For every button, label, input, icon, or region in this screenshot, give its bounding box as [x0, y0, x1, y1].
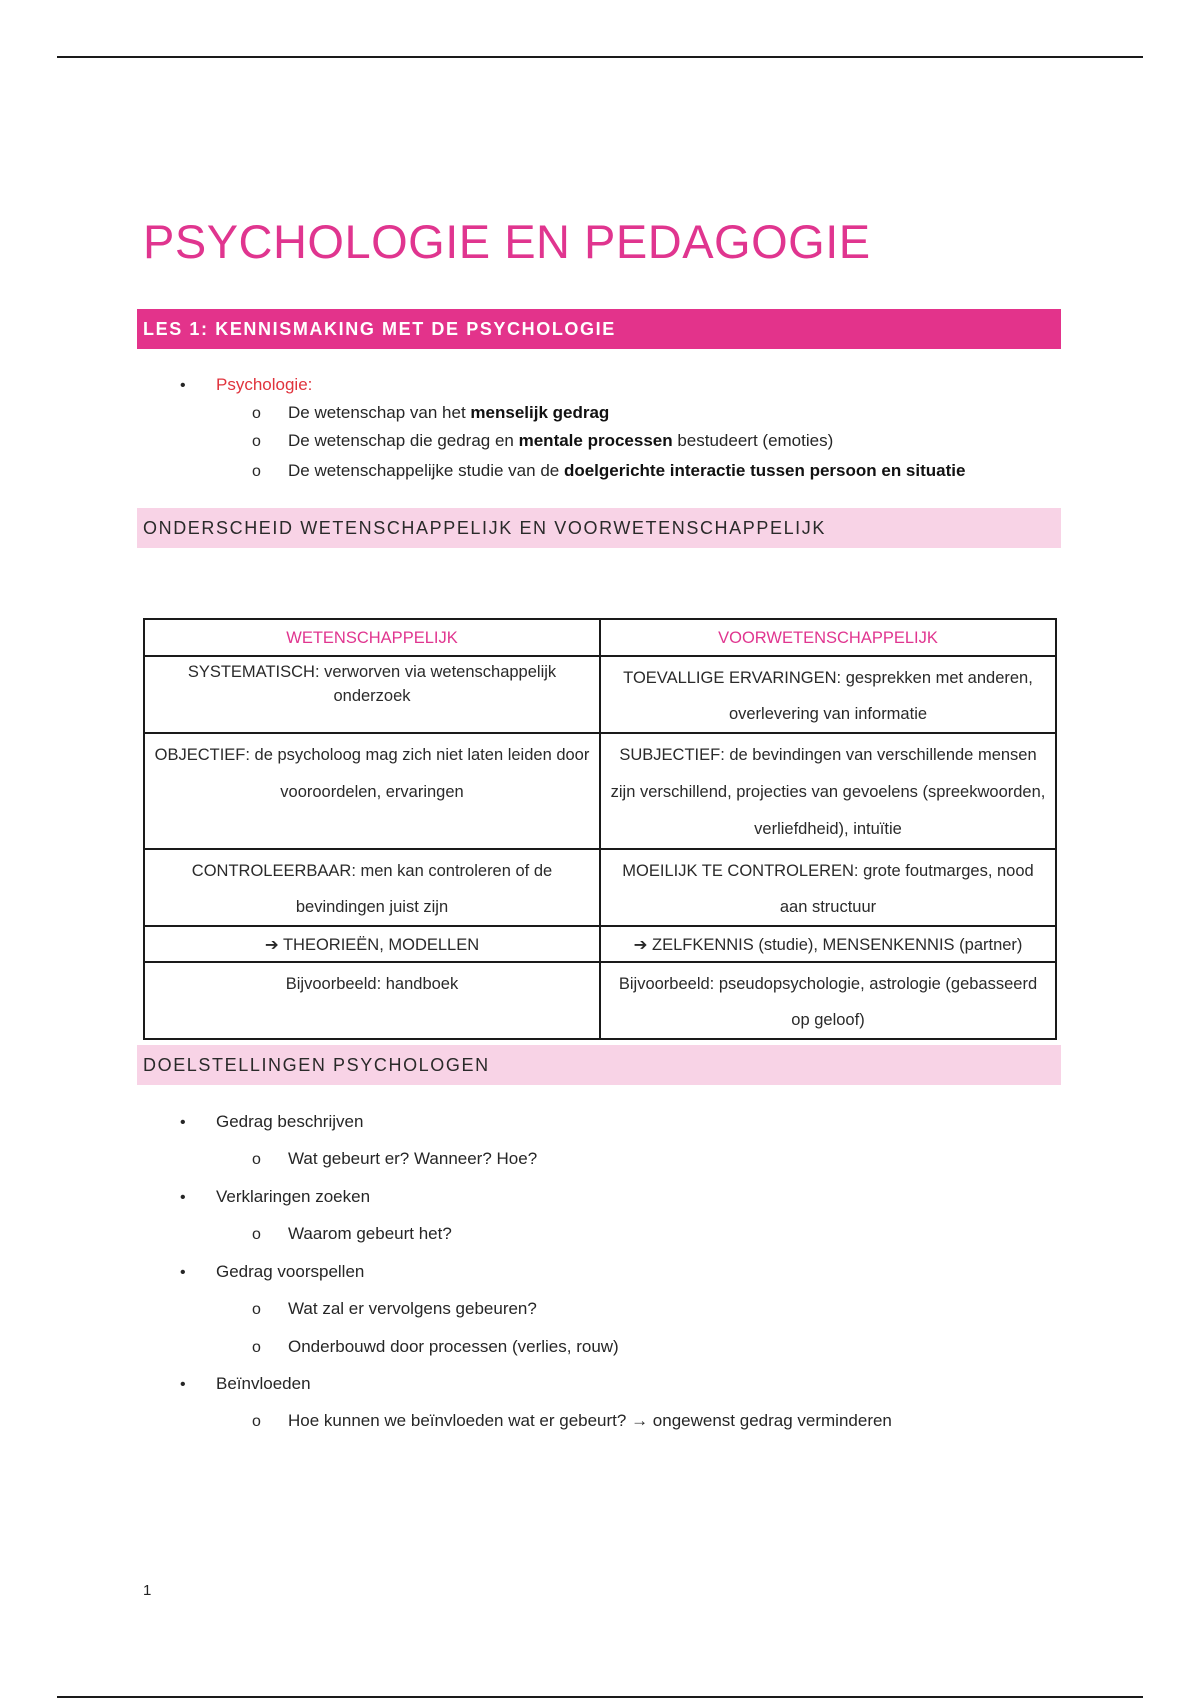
- bullet-icon: •: [180, 377, 186, 394]
- section-heading-doelstellingen: [137, 1045, 1061, 1085]
- arrow-icon: ➔: [264, 936, 279, 954]
- bullet-icon: •: [180, 1264, 186, 1281]
- top-rule: [57, 56, 1143, 58]
- list-item-goal: • Gedrag beschrijven: [180, 1111, 363, 1134]
- table-row: [144, 656, 1056, 733]
- table-cell: TOEVALLIGE ERVARINGEN: gesprekken met anderen, overlevering van informatie: [600, 656, 1056, 733]
- bullet-icon: •: [180, 1189, 186, 1206]
- list-item-sub: o Hoe kunnen we beïnvloeden wat er gebeurt? → ongewenst gedrag verminderen: [252, 1410, 892, 1433]
- list-item-sub: o Wat gebeurt er? Wanneer? Hoe?: [252, 1148, 537, 1171]
- list-item-goal: • Beïnvloeden: [180, 1373, 311, 1396]
- sub-bullet-icon: o: [252, 1151, 261, 1168]
- sub-bullet-icon: o: [252, 433, 261, 450]
- psychologie-label: Psychologie:: [216, 375, 313, 394]
- definition-item: o De wetenschappelijke studie van de doelgerichte interactie tussen persoon en situatie: [252, 460, 965, 483]
- list-item-psychologie: [180, 374, 312, 397]
- table-cell: Bijvoorbeeld: handboek: [144, 962, 600, 1039]
- table-cell: ➔ THEORIEËN, MODELLEN: [144, 926, 600, 962]
- definition-keyword: mentale processen: [518, 431, 673, 450]
- header-wetenschappelijk: WETENSCHAPPELIJK: [144, 619, 600, 656]
- sub-bullet-icon: o: [252, 1339, 261, 1356]
- table-cell: SYSTEMATISCH: verworven via wetenschappelijk onderzoek: [144, 656, 600, 733]
- list-item-sub: o Onderbouwd door processen (verlies, rouw): [252, 1336, 619, 1359]
- bullet-icon: •: [180, 1376, 186, 1393]
- sub-bullet-icon: o: [252, 463, 261, 480]
- arrow-icon: ➔: [633, 936, 648, 954]
- table-header-row: [144, 619, 1056, 656]
- definition-keyword: menselijk gedrag: [470, 403, 610, 422]
- definition-item: o De wetenschap van het menselijk gedrag: [252, 402, 609, 425]
- table-row: [144, 962, 1056, 1039]
- list-item-goal: • Gedrag voorspellen: [180, 1261, 364, 1284]
- bullet-icon: •: [180, 1114, 186, 1131]
- table-row: [144, 849, 1056, 926]
- section-heading-onderscheid: [137, 508, 1061, 548]
- list-item-sub: o Waarom gebeurt het?: [252, 1223, 452, 1246]
- sub-bullet-icon: o: [252, 405, 261, 422]
- table-cell: MOEILIJK TE CONTROLEREN: grote foutmarges, nood aan structuur: [600, 849, 1056, 926]
- bottom-rule: [57, 1696, 1143, 1698]
- table-row: [144, 926, 1056, 962]
- section-heading-les-1: [137, 309, 1061, 349]
- section-heading-text: DOELSTELLINGEN PSYCHOLOGEN: [143, 1054, 490, 1075]
- definition-item: o De wetenschap die gedrag en mentale processen bestudeert (emoties): [252, 430, 833, 453]
- list-item-sub: o Wat zal er vervolgens gebeuren?: [252, 1298, 537, 1321]
- section-heading-text: LES 1: KENNISMAKING MET DE PSYCHOLOGIE: [143, 318, 616, 339]
- sub-bullet-icon: o: [252, 1413, 261, 1430]
- sub-bullet-icon: o: [252, 1301, 261, 1318]
- table-row: [144, 733, 1056, 849]
- table-cell: SUBJECTIEF: de bevindingen van verschillende mensen zijn verschillend, projecties van gevoelens (spreekwoorden, verliefdheid), intuïtie: [600, 733, 1056, 849]
- page-number: 1: [143, 1582, 152, 1599]
- definition-keyword: doelgerichte interactie tussen persoon en situatie: [563, 461, 966, 480]
- list-item-goal: • Verklaringen zoeken: [180, 1186, 370, 1209]
- section-heading-text: ONDERSCHEID WETENSCHAPPELIJK EN VOORWETENSCHAPPELIJK: [143, 517, 826, 538]
- header-voorwetenschappelijk: VOORWETENSCHAPPELIJK: [600, 619, 1056, 656]
- page-title: PSYCHOLOGIE EN PEDAGOGIE: [143, 215, 871, 268]
- table-cell: OBJECTIEF: de psycholoog mag zich niet laten leiden door vooroordelen, ervaringen: [144, 733, 600, 849]
- table-cell: ➔ ZELFKENNIS (studie), MENSENKENNIS (partner): [600, 926, 1056, 962]
- table-cell: Bijvoorbeeld: pseudopsychologie, astrologie (gebasseerd op geloof): [600, 962, 1056, 1039]
- sub-bullet-icon: o: [252, 1226, 261, 1243]
- comparison-table: [143, 618, 1057, 1040]
- table-cell: CONTROLEERBAAR: men kan controleren of de bevindingen juist zijn: [144, 849, 600, 926]
